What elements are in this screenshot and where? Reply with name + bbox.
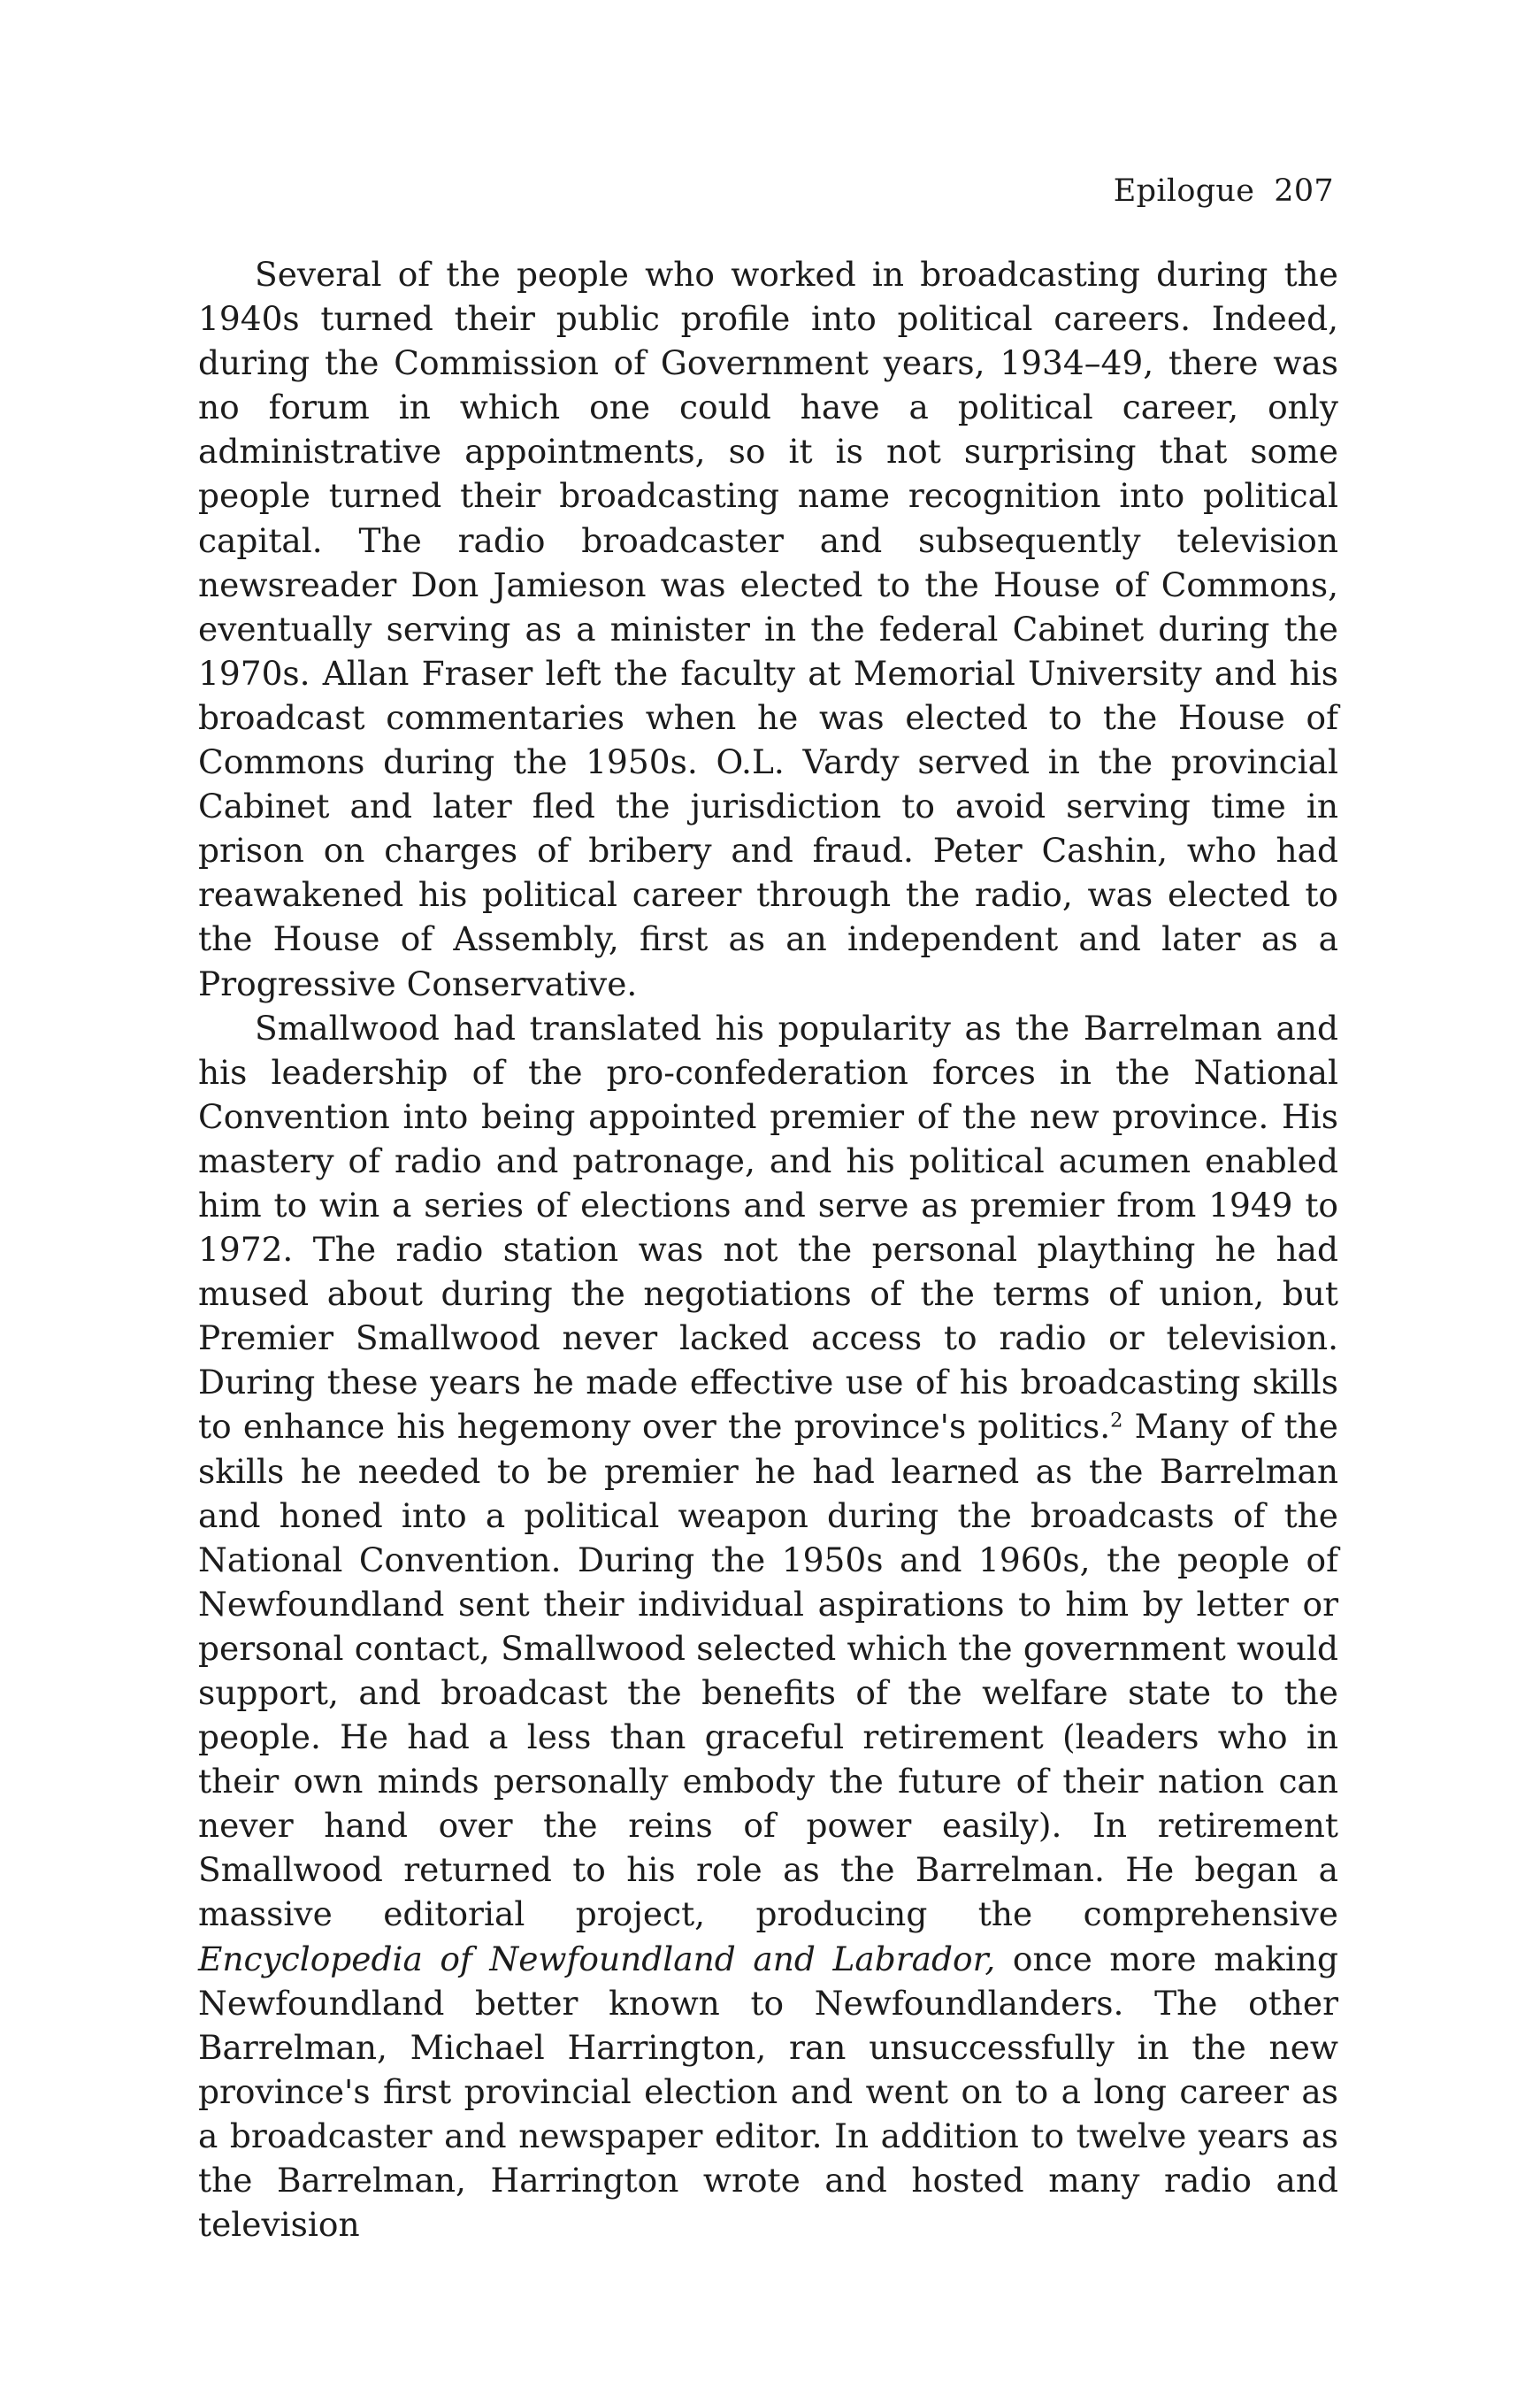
paragraph-2-part-a: Smallwood had translated his popularity as the Barrelman and his leadership of the pro-confederation forces in the National Convention into being appointed premier of the new province. His mastery of radio and patronage, and his political acumen enabled him to win a series of elections and serve as premier from 1949 to 1972. The radio station was not the personal plaything he had mused about during the negotiations of the terms of union, but Premier Smallwood never lacked access to radio or television. During these years he made effective use of his broadcasting skills to enhance his hegemony over the province's politics. bbox=[198, 1008, 1338, 1447]
page-number: 207 bbox=[1274, 173, 1334, 209]
book-title: Encyclopedia of Newfoundland and Labrador, bbox=[198, 1939, 996, 1978]
running-head bbox=[1114, 173, 1334, 209]
paragraph-2 bbox=[198, 1006, 1338, 2247]
body-text bbox=[198, 252, 1338, 2247]
paragraph-2-part-b: Many of the skills he needed to be premier he had learned as the Barrelman and honed into a political weapon during the broadcasts of the National Convention. During the 1950s and 1960s, the people of Newfoundland sent their individual aspirations to him by letter or personal contact, Smallwood selected which the government would support, and broadcast the benefits of the welfare state to the people. He had a less than graceful retirement (leaders who in their own minds personally embody the future of their nation can never hand over the reins of power easily). In retirement Smallwood returned to his role as the Barrelman. He began a massive editorial project, producing the comprehensive bbox=[198, 1407, 1338, 1934]
paragraph-1: Several of the people who worked in broadcasting during the 1940s turned their public profile into political careers. Indeed, during the Commission of Government years, 1934–49, there was no forum in which one could have a political career, only administrative appointments, so it is not surprising that some people turned their broadcasting name recognition into political capital. The radio broadcaster and subsequently television newsreader Don Jamieson was elected to the House of Commons, eventually serving as a minister in the federal Cabinet during the 1970s. Allan Fraser left the faculty at Memorial University and his broadcast commentaries when he was elected to the House of Commons during the 1950s. O.L. Vardy served in the provincial Cabinet and later fled the jurisdiction to avoid serving time in prison on charges of bribery and fraud. Peter Cashin, who had reawakened his political career through the radio, was elected to the House of Assembly, first as an independent and later as a Progressive Conservative. bbox=[198, 255, 1338, 1003]
footnote-marker: 2 bbox=[1110, 1409, 1123, 1433]
section-title: Epilogue bbox=[1113, 173, 1255, 209]
paragraph-2-part-c: once more making Newfoundland better known to Newfoundlanders. The other Barrelman, Michael Harrington, ran unsuccessfully in the new province's first provincial election and went on to a long career as a broadcaster and newspaper editor. In addition to twelve years as the Barrelman, Harrington wrote and hosted many radio and television bbox=[198, 1939, 1338, 2245]
